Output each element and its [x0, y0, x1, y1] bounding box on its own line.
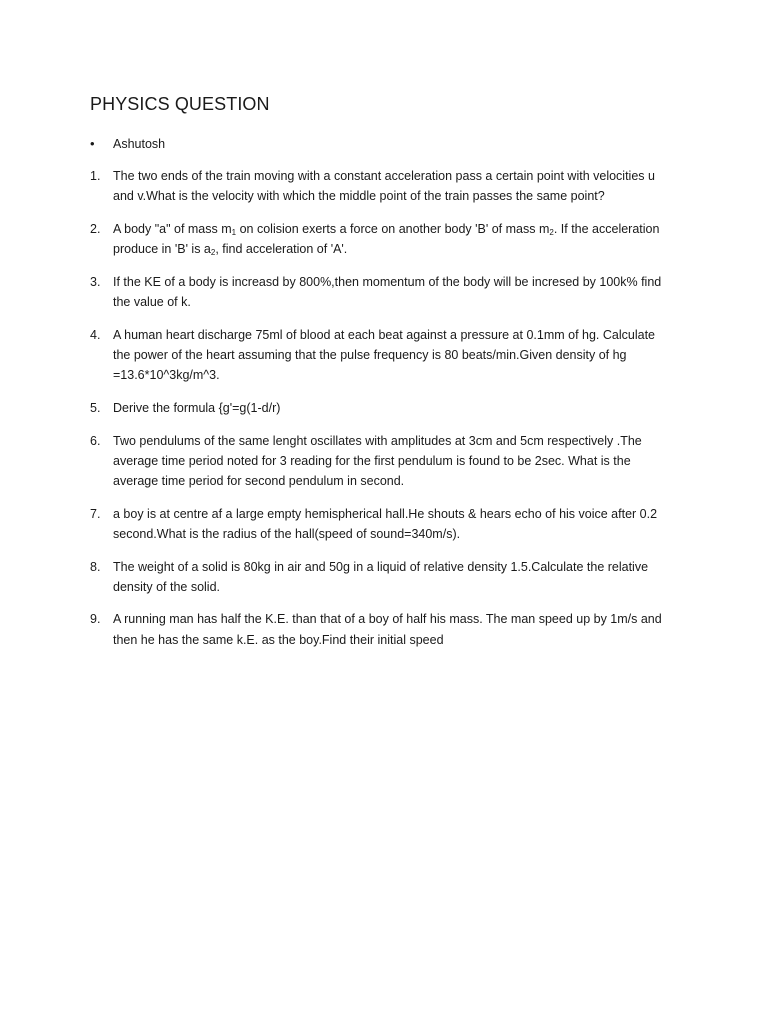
subscript-text: 2	[210, 248, 216, 258]
subscript-text: 2	[549, 227, 554, 237]
question-text	[113, 398, 675, 418]
subscript-text: 1	[231, 227, 237, 237]
question-item	[90, 504, 675, 544]
question-item	[90, 557, 675, 597]
question-item	[90, 431, 675, 492]
question-text-segment: Two pendulums of the same lenght oscillates with amplitudes at 3cm and 5cm respectively .The average time period noted for 3 reading for the first pendulum is found to be 2sec. What is the average time period for second pendulum in second.	[113, 433, 642, 488]
question-number: 2.	[90, 221, 101, 236]
question-text-segment: on colision exerts a force on another body 'B' of mass m	[236, 221, 550, 236]
author-bullet-item	[90, 134, 165, 154]
question-list	[90, 166, 675, 662]
question-text	[113, 272, 675, 312]
question-number: 9.	[90, 612, 101, 627]
question-text-segment: The weight of a solid is 80kg in air and 50g in a liquid of relative density 1.5.Calculate the relative density of the solid.	[113, 559, 649, 594]
question-number: 5.	[90, 400, 101, 415]
author-name: Ashutosh	[113, 137, 166, 151]
question-text	[113, 609, 675, 649]
question-item	[90, 272, 675, 312]
question-text-segment: , find acceleration of 'A'.	[215, 242, 348, 257]
question-text	[113, 166, 675, 206]
question-text	[113, 431, 675, 492]
question-text-segment: . If the acceleration produce in 'B' is a	[113, 221, 660, 257]
question-text	[113, 504, 675, 544]
page-title: PHYSICS QUESTION	[90, 94, 270, 114]
question-text	[113, 325, 675, 386]
question-item	[90, 609, 675, 649]
bullet-icon: •	[90, 136, 95, 151]
question-item	[90, 219, 675, 259]
question-text-segment: A running man has half the K.E. than that of a boy of half his mass. The man speed up by 1m/s and then he has the same k.E. as the boy.Find their initial speed	[113, 612, 662, 647]
question-text-segment: The two ends of the train moving with a constant acceleration pass a certain point with velocities u and v.What is the velocity with which the middle point of the train passes the same point?	[113, 169, 655, 204]
question-number: 7.	[90, 506, 101, 521]
question-number: 6.	[90, 433, 101, 448]
question-text-segment: a boy is at centre af a large empty hemispherical hall.He shouts & hears echo of his voice after 0.2 second.What is the radius of the hall(speed of sound=340m/s).	[113, 506, 658, 541]
question-text-segment: A body "a" of mass m	[113, 221, 232, 236]
question-number: 8.	[90, 559, 101, 574]
question-item	[90, 166, 675, 206]
question-text	[113, 557, 675, 597]
question-text-segment: Derive the formula {g'=g(1-d/r)	[113, 400, 281, 415]
question-text-segment: A human heart discharge 75ml of blood at each beat against a pressure at 0.1mm of hg. Calculate the power of the heart assuming that the pulse frequency is 80 beats/min.Given density of hg =13.6*10^3kg/m^3.	[113, 327, 655, 383]
question-number: 3.	[90, 274, 101, 289]
question-item	[90, 398, 675, 418]
question-number: 4.	[90, 327, 101, 342]
question-item	[90, 325, 675, 386]
question-number: 1.	[90, 169, 101, 183]
question-text-segment: If the KE of a body is increasd by 800%,then momentum of the body will be incresed by 100k% find the value of k.	[113, 274, 662, 310]
question-text	[113, 219, 675, 259]
